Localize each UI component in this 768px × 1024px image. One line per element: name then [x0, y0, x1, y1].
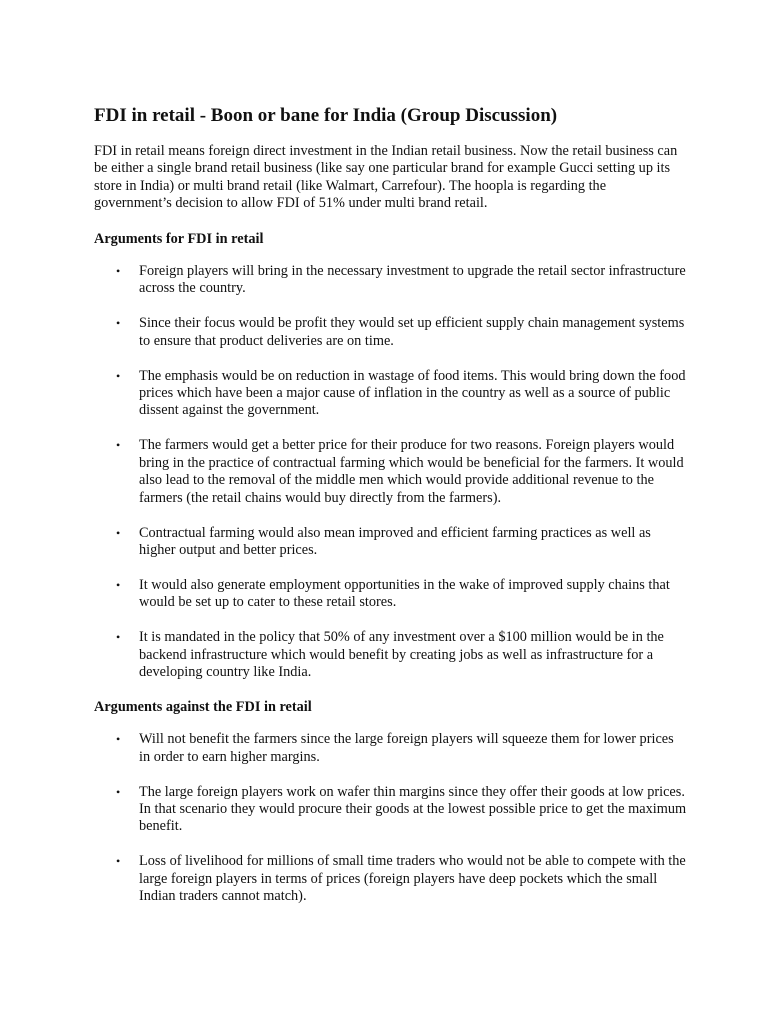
list-item-text: Contractual farming would also mean improved and efficient farming practices as well as higher output and better prices. — [139, 524, 651, 558]
list-item — [94, 577, 687, 612]
list-item-text: The farmers would get a better price for their produce for two reasons. Foreign players would bring in the practice of contractual farming which would be beneficial for the farmers. It would also lead to the removal of the middle men which would provide additional revenue to the farmers (the retail chains would buy directly from the farmers). — [139, 437, 684, 506]
list-item-text: Will not benefit the farmers since the large foreign players will squeeze them for lower prices in order to earn higher margins. — [139, 731, 674, 765]
list-item — [94, 784, 687, 836]
list-item-text: The large foreign players work on wafer thin margins since they offer their goods at low prices. In that scenario they would procure their goods at the lowest possible price to get the maximum benefit. — [139, 783, 687, 835]
list-item-text: Foreign players will bring in the necessary investment to upgrade the retail sector infrastructure across the country. — [139, 263, 686, 297]
list-item — [94, 368, 687, 420]
bullet-list-for — [94, 263, 686, 681]
list-item-text: It would also generate employment opportunities in the wake of improved supply chains that would be set up to cater to these retail stores. — [139, 576, 670, 611]
bullet-icon: • — [116, 368, 121, 383]
bullet-icon: • — [116, 854, 121, 869]
bullet-icon: • — [116, 577, 121, 592]
list-item-text: The emphasis would be on reduction in wastage of food items. This would bring down the food prices which have been a major cause of inflation in the country as well as a source of public dissent against the government. — [139, 367, 686, 419]
bullet-icon: • — [116, 264, 121, 279]
list-item — [94, 525, 687, 560]
bullet-icon: • — [116, 438, 121, 453]
bullet-icon: • — [116, 732, 121, 747]
bullet-icon: • — [116, 630, 121, 645]
bullet-icon: • — [116, 316, 121, 331]
list-item-text: It is mandated in the policy that 50% of any investment over a $100 million would be in the backend infrastructure which would benefit by creating jobs as well as infrastructure for a developing country like India. — [139, 629, 664, 680]
bullet-icon: • — [116, 525, 121, 540]
list-item-text: Loss of livelihood for millions of small time traders who would not be able to compete with the large foreign players in terms of prices (foreign players have deep pockets which the small Indian traders cannot match). — [139, 853, 686, 905]
bullet-list-against — [94, 731, 687, 905]
list-item — [94, 731, 687, 766]
list-item — [94, 315, 687, 350]
list-item — [94, 853, 687, 905]
document-title: FDI in retail - Boon or bane for India (Group Discussion) — [94, 105, 558, 126]
bullet-icon: • — [116, 784, 121, 799]
list-item — [94, 629, 687, 681]
intro-paragraph: FDI in retail means foreign direct investment in the Indian retail business. Now the retail business can be either a single brand retail business (like say one particular brand for example Gucci setting up its store in India) or multi brand retail (like Walmart, Carrefour). The hoopla is regarding the government’s decision to allow FDI of 51% under multi brand retail. — [94, 143, 678, 212]
list-item — [94, 263, 687, 298]
section-heading-for: Arguments for FDI in retail — [94, 230, 264, 247]
list-item-text: Since their focus would be profit they would set up efficient supply chain management systems to ensure that product deliveries are on time. — [139, 315, 685, 349]
list-item — [94, 437, 687, 507]
section-heading-against: Arguments against the FDI in retail — [94, 698, 312, 715]
